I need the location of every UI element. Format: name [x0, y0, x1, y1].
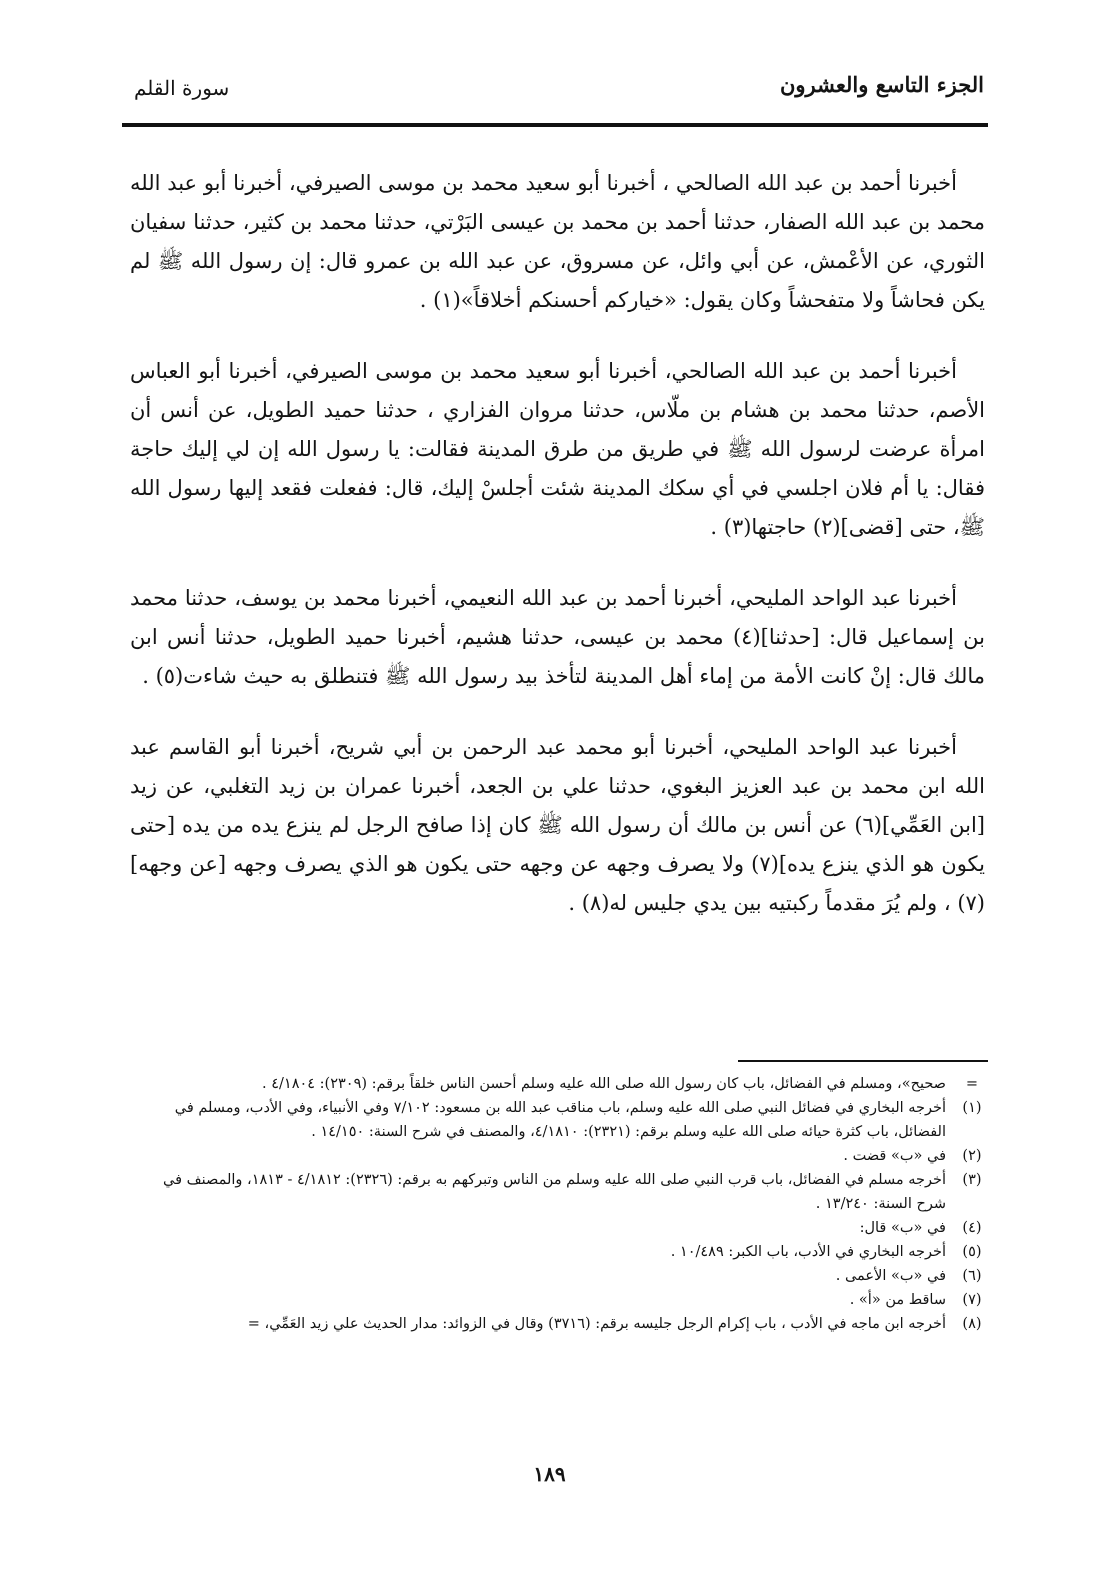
footnote-text: أخرجه ابن ماجه في الأدب ، باب إكرام الرجل جليسه برقم: (٣٧١٦) وقال في الزوائد: مدار الحديث علي زيد العَمِّي، =	[247, 1316, 946, 1332]
paragraph: أخبرنا عبد الواحد المليحي، أخبرنا أحمد بن عبد الله النعيمي، أخبرنا محمد بن يوسف، حدثنا محمد بن إسماعيل قال: [حدثنا](٤) محمد بن عيسى، حدثنا هشيم، أخبرنا حميد الطويل، حدثنا أنس ابن مالك قال: إنْ كانت الأمة من إماء أهل المدينة لتأخذ بيد رسول الله ﷺ فتنطلق به حيث شاءت(٥) .	[130, 586, 985, 688]
footnote	[130, 1216, 992, 1240]
footnote	[130, 1072, 992, 1096]
footnote-number: (٧)	[962, 1292, 982, 1308]
footnote-number: (٤)	[962, 1220, 982, 1236]
footnote-number: (١)	[962, 1100, 982, 1116]
footnote-text: في «ب» الأعمى .	[835, 1268, 946, 1284]
footnote	[130, 1312, 992, 1336]
footnotes	[130, 1072, 992, 1336]
footnote-text: ساقط من «أ» .	[849, 1292, 946, 1308]
footnote-number: (٣)	[962, 1172, 982, 1188]
footnote-number: (٨)	[962, 1316, 982, 1332]
paragraph: أخبرنا عبد الواحد المليحي، أخبرنا أبو محمد عبد الرحمن بن أبي شريح، أخبرنا أبو القاسم عبد الله ابن محمد بن عبد العزيز البغوي، حدثنا علي بن الجعد، أخبرنا عمران بن زيد التغلبي، عن زيد [ابن العَمِّي](٦) عن أنس بن مالك أن رسول الله ﷺ كان إذا صافح الرجل لم ينزع يده من يده [حتى يكون هو الذي ينزع يده](٧) ولا يصرف وجهه عن وجهه حتى يكون هو الذي يصرف وجهه [عن وجهه](٧) ، ولم يُرَ مقدماً ركبتيه بين يدي جليس له(٨) .	[130, 735, 985, 915]
footnote-text: أخرجه البخاري في فضائل النبي صلى الله عليه وسلم، باب مناقب عبد الله بن مسعود: ٧/١٠٢ وفي الأنبياء، وفي الأدب، ومسلم في الفضائل، باب كثرة حيائه صلى الله عليه وسلم برقم: (٢٣٢١): ٤/١٨١٠، والمصنف في شرح السنة: ١٤/١٥٠ .	[174, 1100, 946, 1140]
footnote-number: =	[965, 1076, 979, 1092]
paragraph: أخبرنا أحمد بن عبد الله الصالحي، أخبرنا أبو سعيد محمد بن موسى الصيرفي، أخبرنا أبو العباس الأصم، حدثنا محمد بن هشام بن ملّاس، حدثنا مروان الفزاري ، حدثنا حميد الطويل، عن أنس أن امرأة عرضت لرسول الله ﷺ في طريق من طرق المدينة فقالت: يا رسول الله إن لي إليك حاجة فقال: يا أم فلان اجلسي في أي سكك المدينة شئت أجلسْ إليك، قال: ففعلت فقعد إليها رسول الله ﷺ، حتى [قضى](٢) حاجتها(٣) .	[130, 359, 985, 539]
footnote-text: أخرجه مسلم في الفضائل، باب قرب النبي صلى الله عليه وسلم من الناس وتبركهم به برقم: (٢٣٢٦): ٤/١٨١٢ - ١٨١٣، والمصنف في شرح السنة: ١٣/٢٤٠ .	[162, 1172, 946, 1212]
footnote	[130, 1168, 992, 1216]
page-number: ١٨٩	[533, 1462, 566, 1486]
footnote-number: (٦)	[962, 1268, 982, 1284]
footnote	[130, 1240, 992, 1264]
footnote-number: (٥)	[962, 1244, 982, 1260]
surah-title: سورة القلم	[134, 76, 230, 100]
footnote	[130, 1144, 992, 1168]
footnote-text: في «ب» قضت .	[843, 1148, 946, 1164]
footnote	[130, 1264, 992, 1288]
footnote	[130, 1288, 992, 1312]
running-header	[122, 70, 984, 110]
footnote-text: أخرجه البخاري في الأدب، باب الكبر: ١٠/٤٨٩ .	[670, 1244, 946, 1260]
part-title: الجزء التاسع والعشرون	[779, 72, 984, 97]
footnote-number: (٢)	[962, 1148, 982, 1164]
footnote-rule	[738, 1060, 988, 1062]
footnote-text: صحيح»، ومسلم في الفضائل، باب كان رسول الله صلى الله عليه وسلم أحسن الناس خلقاً برقم: (٢٣٠٩): ٤/١٨٠٤ .	[262, 1076, 946, 1092]
main-text	[130, 164, 985, 955]
paragraph: أخبرنا أحمد بن عبد الله الصالحي ، أخبرنا أبو سعيد محمد بن موسى الصيرفي، أخبرنا أبو عبد الله محمد بن عبد الله الصفار، حدثنا أحمد بن محمد بن عيسى البَرْتي، حدثنا محمد بن كثير، حدثنا سفيان الثوري، عن الأعْمش، عن أبي وائل، عن مسروق، عن عبد الله بن عمرو قال: إن رسول الله ﷺ لم يكن فحاشاً ولا متفحشاً وكان يقول: «خياركم أحسنكم أخلاقاً»(١) .	[130, 171, 985, 312]
footnote	[130, 1096, 992, 1144]
header-rule	[122, 123, 988, 127]
footnote-text: في «ب» قال:	[859, 1220, 946, 1236]
